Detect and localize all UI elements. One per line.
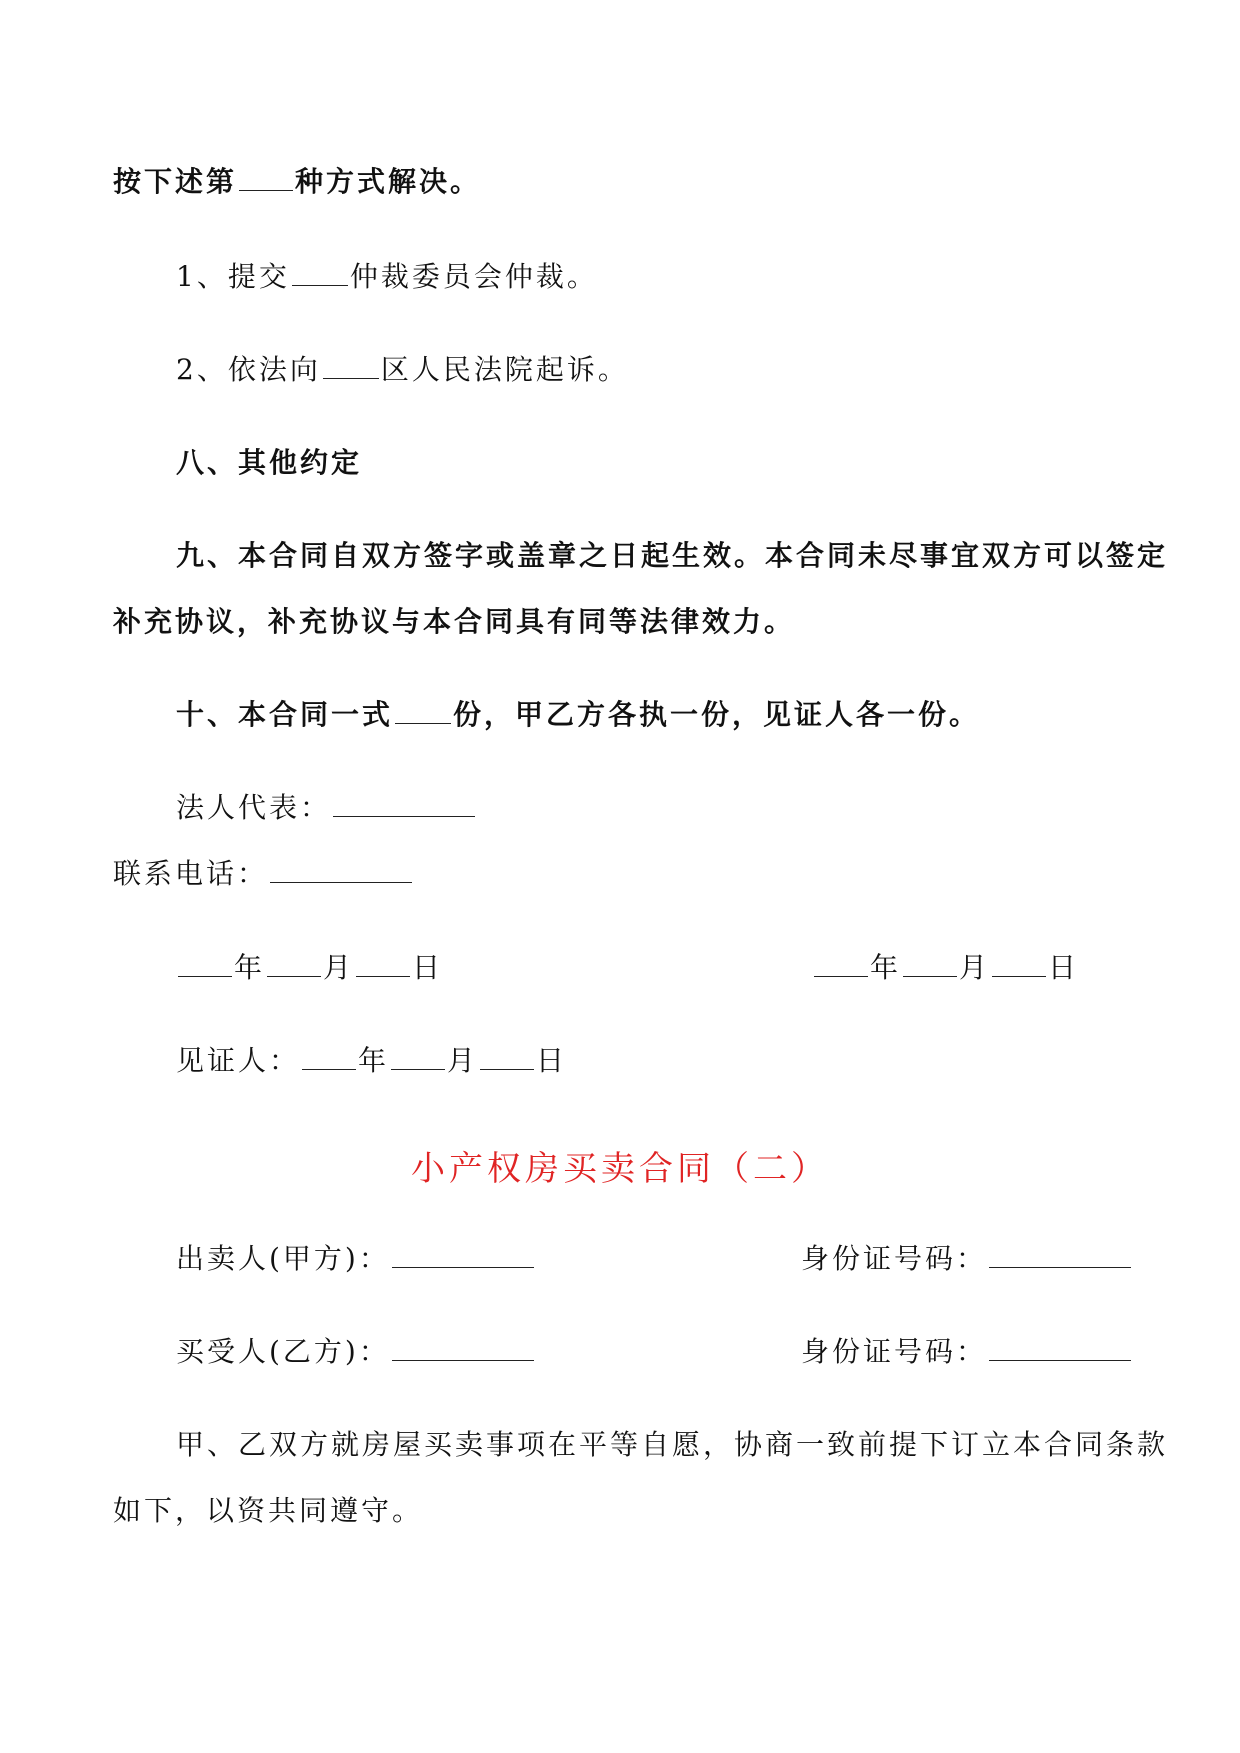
year-label: 年	[234, 951, 266, 984]
seller-blank	[392, 1239, 534, 1268]
option1-text-pre: 1、提交	[176, 260, 290, 293]
day-label: 日	[412, 951, 444, 984]
month-label: 月	[323, 951, 355, 984]
option-arbitration	[176, 257, 598, 297]
section10-text-post: 份，甲乙方各执一份，见证人各一份。	[453, 698, 981, 731]
witness-field	[176, 1041, 567, 1081]
day-label: 日	[536, 1044, 568, 1077]
intro-line1: 甲、乙双方就房屋买卖事项在平等自愿，协商一致前提下订立本合同条款	[176, 1428, 1169, 1461]
intro-line2: 如下，以资共同遵守。	[113, 1494, 424, 1527]
year-blank	[302, 1041, 356, 1070]
day-blank	[480, 1041, 534, 1070]
section-9-line2: 补充协议，补充协议与本合同具有同等法律效力。	[113, 605, 796, 638]
legal-rep-label: 法人代表：	[176, 791, 332, 824]
seller-label: 出卖人(甲方)：	[176, 1242, 390, 1275]
option2-text-post: 区人民法院起诉。	[380, 353, 629, 386]
section-10-paragraph	[176, 695, 980, 735]
buyer-blank	[392, 1332, 534, 1361]
option-litigation	[176, 350, 629, 390]
day-label: 日	[1048, 951, 1080, 984]
seller-id-label: 身份证号码：	[801, 1242, 988, 1275]
year-blank	[814, 948, 868, 977]
date-right	[812, 948, 1079, 988]
month-label: 月	[447, 1044, 479, 1077]
phone-blank	[270, 854, 412, 883]
month-blank	[903, 948, 957, 977]
year-label: 年	[358, 1044, 390, 1077]
year-blank	[178, 948, 232, 977]
buyer-label: 买受人(乙方)：	[176, 1335, 390, 1368]
seller-id-field	[801, 1239, 1133, 1279]
section10-text-pre: 十、本合同一式	[176, 698, 394, 731]
buyer-id-blank	[989, 1332, 1131, 1361]
year-label: 年	[870, 951, 902, 984]
date-left	[176, 948, 443, 988]
contract-2-title: 小产权房买卖合同（二）	[411, 1149, 829, 1189]
section-8-heading: 八、其他约定	[176, 446, 363, 479]
copies-count-blank	[395, 695, 451, 724]
option2-text-pre: 2、依法向	[176, 353, 321, 386]
phone-label: 联系电话：	[113, 857, 269, 890]
dispute-method-paragraph	[113, 162, 481, 202]
method-number-blank	[239, 162, 293, 191]
legal-rep-blank	[333, 788, 475, 817]
option1-text-post: 仲裁委员会仲裁。	[349, 260, 598, 293]
section-9-line1: 九、本合同自双方签字或盖章之日起生效。本合同未尽事宜双方可以签定	[176, 539, 1169, 572]
court-district-blank	[323, 350, 379, 379]
method-text-post: 种方式解决。	[295, 165, 482, 198]
witness-label: 见证人：	[176, 1044, 301, 1077]
day-blank	[356, 948, 410, 977]
arbitration-committee-blank	[292, 257, 348, 286]
month-blank	[391, 1041, 445, 1070]
seller-id-blank	[989, 1239, 1131, 1268]
day-blank	[992, 948, 1046, 977]
contact-phone-field	[113, 854, 414, 894]
month-blank	[267, 948, 321, 977]
buyer-field	[176, 1332, 536, 1372]
legal-representative-field	[176, 788, 477, 828]
buyer-id-label: 身份证号码：	[801, 1335, 988, 1368]
seller-field	[176, 1239, 536, 1279]
method-text-pre: 按下述第	[113, 165, 238, 198]
month-label: 月	[959, 951, 991, 984]
buyer-id-field	[801, 1332, 1133, 1372]
